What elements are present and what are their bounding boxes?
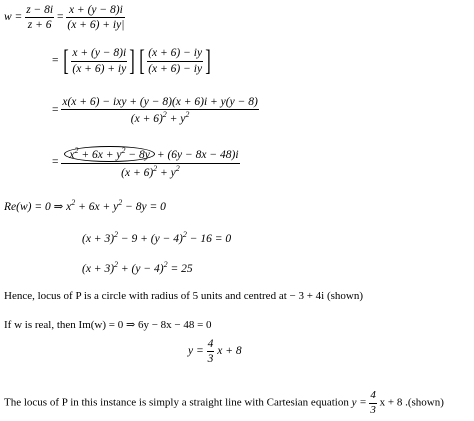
equals-sign: = (52, 156, 59, 169)
fraction-numerator: x + (y − 8)i (66, 4, 125, 18)
line-equation-lhs: y = (188, 345, 204, 358)
fraction-z-minus-8i-over-z-plus-6 (25, 4, 54, 31)
cursor-bar: | (121, 19, 125, 32)
fraction-denominator: $(x + 6)^2 + y^2$ (130, 110, 190, 126)
fraction-denominator: 3 (207, 353, 214, 366)
fraction-numerator: x + (y − 8)i (71, 47, 127, 61)
line-equation (188, 338, 242, 365)
w-definition-lhs: w = (4, 11, 23, 24)
fraction-original (71, 47, 127, 74)
line-equation-rhs: x + 8 (217, 345, 242, 358)
if-w-real-statement: If w is real, then Im(w) = 0 ⇒ 6y − 8x − 48 = 0 (4, 319, 212, 331)
equals-sign: = (57, 11, 64, 24)
slope-fraction (207, 338, 215, 365)
fraction-numerator: x(x + 6) − ixy + (y − 8)(x + 6)i + y(y − 8) (61, 96, 258, 110)
fraction-numerator: $x^2 + 6x + y^2 - 8y + (6y - 8x - 48)i$ (61, 146, 239, 164)
equation-line-1 (4, 4, 125, 31)
fraction-expanded (61, 96, 258, 125)
fraction-denominator: (x + 6) + iy| (67, 19, 125, 32)
left-bracket: [ (63, 44, 70, 77)
right-bracket: ] (205, 44, 211, 77)
fraction-denominator: (x + 6) − iy (148, 62, 203, 75)
completing-square-line: $(x + 3)^2 - 9 + (y - 4)^2 - 16 = 0$ (82, 230, 232, 245)
real-part-zero-line: Re(w) = 0 ⇒ $x^2 + 6x + y^2 - 8y = 0$ (4, 198, 166, 213)
fraction-grouped (61, 146, 239, 179)
circle-equation-line: $(x + 3)^2 + (y - 4)^2 = 25$ (82, 260, 193, 275)
fraction-numerator: (x + 6) − iy (147, 47, 203, 61)
fraction-denominator: (x + 6) + iy (72, 62, 127, 75)
final-statement: The locus of P in this instance is simply a straight line with Cartesian equation y = $\frac{4}{3}$ x + 8 .(shown) (4, 389, 444, 416)
equation-line-2 (52, 46, 213, 76)
fraction-denominator: 3 (370, 403, 376, 416)
fraction-conjugate (147, 47, 203, 74)
equation-line-4 (52, 146, 240, 179)
equals-sign: = (52, 54, 59, 67)
fraction-numerator: 4 (207, 338, 215, 352)
fraction-numerator: z − 8i (25, 4, 54, 18)
right-bracket: ] (129, 44, 135, 77)
fraction-denominator: $(x + 6)^2 + y^2$ (121, 164, 180, 180)
hence-statement: Hence, locus of P is a circle with radius of 5 units and centred at − 3 + 4i (shown) (4, 290, 364, 302)
left-bracket: [ (139, 44, 145, 77)
equation-line-3 (52, 96, 259, 125)
final-slope-fraction (369, 390, 377, 416)
real-part-circled: $x^2 + 6x + y^2 - 8y$ (64, 146, 154, 162)
equals-sign: = (52, 104, 59, 117)
final-statement-text: The locus of P in this instance is simply a straight line with Cartesian equation (4, 396, 349, 409)
fraction-xy-form (66, 4, 125, 31)
fraction-numerator: 4 (369, 390, 377, 404)
fraction-denominator: z + 6 (27, 19, 52, 32)
